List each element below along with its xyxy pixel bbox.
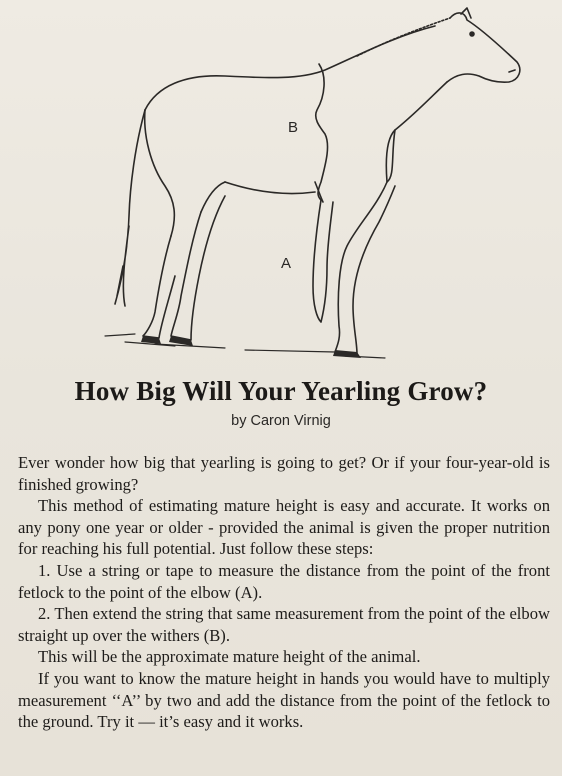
paragraph-step-2: 2. Then extend the string that same measurement from the point of the elbow straight up over the withers (B). [18, 604, 550, 645]
measurement-label-b: B [288, 119, 299, 136]
article-title: How Big Will Your Yearling Grow? [74, 376, 488, 406]
paragraph-method: This method of estimating mature height is easy and accurate. It works on any pony one year or older - provided the animal is given the proper nutrition for reaching his full potential. Just follow these steps: [18, 496, 550, 559]
horse-illustration [95, 6, 535, 362]
horse-drawing [95, 6, 535, 362]
article-body [18, 452, 550, 733]
paragraph-hands: If you want to know the mature height in hands you would have to multiply measurement ‘‘A’’ by two and add the distance from the point of the fetlock to the ground. Try it — it’s easy and it works. [18, 668, 550, 732]
measurement-label-a: A [281, 255, 292, 272]
paragraph-step-1: 1. Use a string or tape to measure the distance from the point of the front fetlock to the point of the elbow (A). [18, 560, 550, 602]
paragraph-intro: Ever wonder how big that yearling is going to get? Or if your four-year-old is finished growing? [18, 453, 550, 494]
article-byline: by Caron Virnig [231, 413, 331, 429]
paragraph-result: This will be the approximate mature height of the animal. [38, 647, 421, 667]
